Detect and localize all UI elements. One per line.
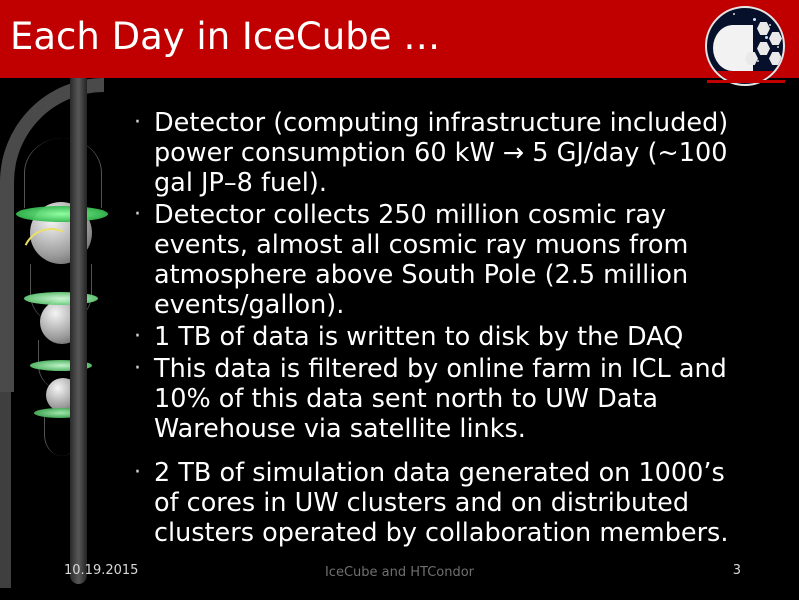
bullet-list: [126, 108, 736, 548]
list-item: [126, 458, 736, 548]
star-icon: [753, 18, 756, 21]
hexagon-icon: [769, 52, 782, 65]
list-item-text: 2 TB of simulation data generated on 1000’s of cores in UW clusters and on distributed clusters operated by collaboration members.: [154, 458, 729, 548]
page-title: Each Day in IceCube …: [10, 15, 441, 58]
green-ring: [16, 206, 108, 222]
hexagon-icon: [769, 32, 782, 45]
slide-body: [126, 108, 736, 550]
bullet-marker: ·: [134, 110, 141, 135]
star-icon: [733, 13, 735, 15]
list-item: [126, 108, 736, 198]
star-icon: [757, 60, 759, 62]
footer-page-number: 3: [732, 563, 741, 578]
logo-circle: [705, 6, 785, 86]
list-item-text: Detector (computing infrastructure included) power consumption 60 kW → 5 GJ/day (~100 gal JP–8 fuel).: [154, 108, 729, 198]
hexagon-icon: [757, 42, 770, 55]
icecube-logo: [705, 6, 787, 88]
bullet-marker: ·: [134, 324, 141, 349]
footer-date: 10.19.2015: [64, 563, 139, 578]
detector-cable: [70, 78, 87, 584]
list-item: [126, 322, 736, 352]
icecube-detector-string-illustration: [0, 78, 140, 588]
list-item-text: 1 TB of data is written to disk by the DAQ: [154, 322, 684, 352]
list-item-text: Detector collects 250 million cosmic ray events, almost all cosmic ray muons from atmosphere above South Pole (2.5 million events/gallon).: [154, 200, 689, 320]
star-icon: [717, 16, 719, 18]
star-icon: [765, 36, 768, 39]
logo-sphere-shape: [713, 25, 753, 71]
star-icon: [769, 24, 771, 26]
bullet-marker: ·: [134, 460, 141, 485]
footer-title: IceCube and HTCondor: [324, 565, 475, 580]
list-spacer: [126, 446, 736, 456]
list-item-text: This data is filtered by online farm in ICL and 10% of this data sent north to UW Data Warehouse via satellite links.: [154, 354, 727, 444]
list-item: [126, 200, 736, 320]
bullet-marker: ·: [134, 356, 141, 381]
wire-cone: [24, 138, 102, 208]
list-item: [126, 354, 736, 444]
bullet-marker: ·: [134, 202, 141, 227]
slide-title-bar: [0, 0, 799, 78]
logo-underline: [707, 80, 785, 83]
star-icon: [777, 46, 779, 48]
